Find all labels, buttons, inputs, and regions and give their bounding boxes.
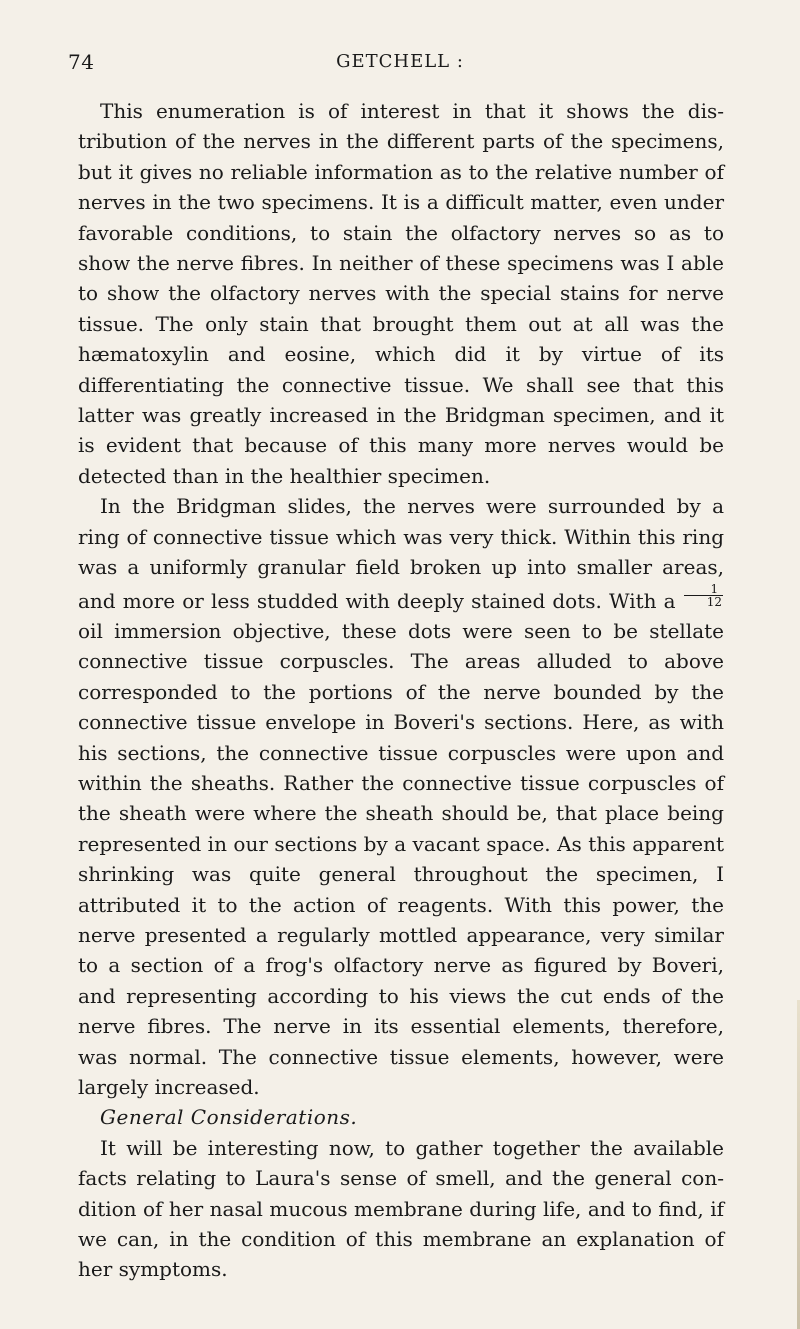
running-title: GETCHELL :	[336, 51, 464, 72]
fraction-denominator: 12	[706, 594, 722, 609]
fraction	[684, 583, 723, 608]
paragraph-text: oil immersion objective, these dots were seen to be stellate connective tissue corpuscles. The areas alluded to above corresponded to the portions of the nerve bounded by the connective tissue envelope in Boveri's sections. Here, as with his sections, the connective tissue corpuscles were upon and within the sheaths. Rather the connective tissue corpuscles of the sheath were where the sheath should be, that place being represented in our sections by a vacant space. As this apparent shrinking was quite general throughout the specimen, I attributed it to the action of reagents. With this power, the nerve presented a regularly mottled appearance, very similar to a section of a frog's olfactory nerve as figured by Boveri, and representing according to his views the cut ends of the nerve fibres. The nerve in its essential elements, therefore, was normal. The connective tissue elements, however, were largely increased.	[78, 618, 724, 1099]
page-number: 74	[68, 50, 95, 74]
section-heading: General Considerations.	[100, 1105, 358, 1130]
page-body	[78, 96, 724, 1285]
paragraph-text: In the Bridgman slides, the nerves were surrounded by a ring of connective tissue which was very thick. Within this ring was a uniformly granular field broken up into smaller areas, and more or less studded with deeply stained dots. With a	[78, 494, 724, 613]
fraction-numerator: 1	[684, 583, 723, 596]
running-head	[68, 50, 732, 74]
paragraph-general-considerations: It will be interesting now, to gather together the available facts relating to Laura's sense of smell, and the general condition of her nasal mucous membrane during life, and to find, if we can, in the condition of this membrane an explanation of her symptoms.	[78, 1135, 724, 1282]
paragraph-enumeration: This enumeration is of interest in that it shows the distribution of the nerves in the different parts of the specimens, but it gives no reliable information as to the relative number of nerves in the two specimens. It is a difficult matter, even under favorable conditions, to stain the olfactory nerves so as to show the nerve fibres. In neither of these specimens was I able to show the olfactory nerves with the special stains for nerve tissue. The only stain that brought them out at all was the hæmatoxylin and eosine, which did it by virtue of its differentiating the connective tissue. We shall see that this latter was greatly increased in the Bridgman specimen, and it is evident that because of this many more nerves would be detected than in the healthier specimen.	[78, 99, 724, 488]
paragraph-bridgman-slides	[78, 491, 724, 1102]
